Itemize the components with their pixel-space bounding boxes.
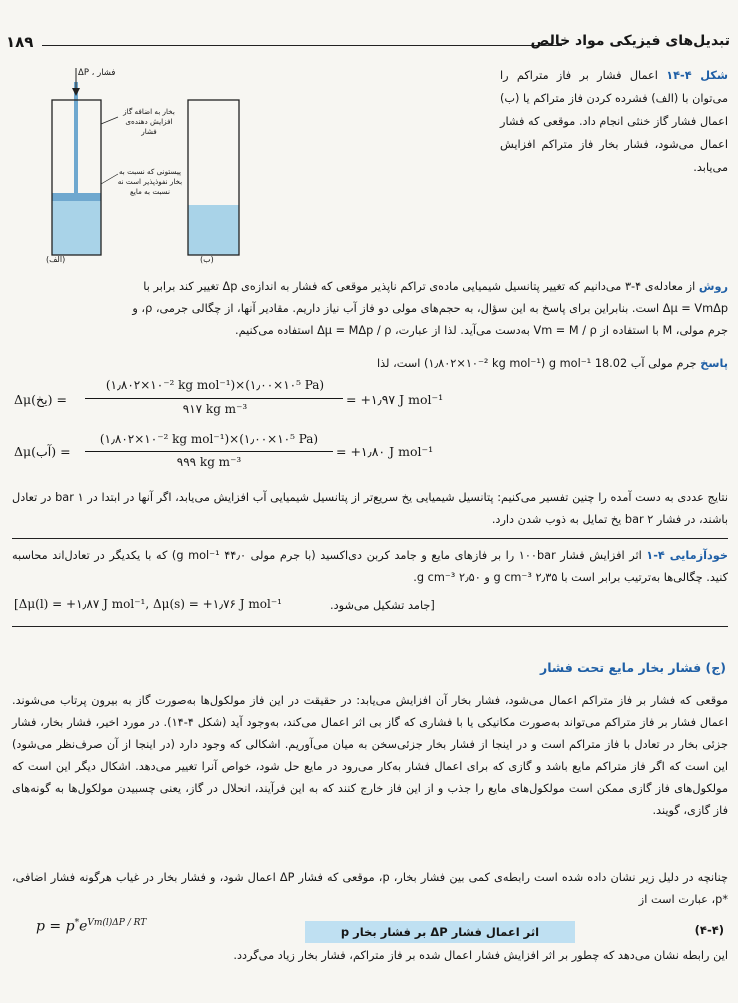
label-pressure: ΔP ، فشار [78, 68, 116, 78]
eq1-numerator: (۱٫۸۰۲×۱۰⁻² kg mol⁻¹)×(۱٫۰۰×۱۰⁵ Pa) [105, 378, 325, 392]
method-line1: از معادله‌ی ۴-۳ می‌دانیم که تغییر پتانسیل شیمیایی ماده‌ی تراکم ناپذیر موقعی که فشار به اندازه‌ی Δp تغییر کند برابر با [143, 280, 699, 293]
eq2-denominator: ۹۹۹ kg m⁻³ [176, 455, 242, 469]
eq2-numerator: (۱٫۸۰۲×۱۰⁻² kg mol⁻¹)×(۱٫۰۰×۱۰⁵ Pa) [99, 432, 319, 446]
method-label: روش [698, 280, 728, 293]
method-line2: Δμ = VmΔp است. بنابراین برای پاسخ به این سؤال، به حجم‌های مولی دو فاز آب نیاز داریم. مقادیر آنها، از چگالی جرمی، ρ، و [132, 302, 728, 315]
chapter-title: تبدیل‌های فیزیکی مواد خالص [530, 33, 730, 49]
eq1-denominator: ۹۱۷ kg m⁻³ [182, 402, 248, 416]
interpretation: نتایج عددی به دست آمده را چنین تفسیر می‌کنیم: پتانسیل شیمیایی یخ سریع‌تر از پتانسیل شیمیایی آب افزایش می‌یابد، اگر آنها در ابتدا در ۱ bar در تعادل باشند، در فشار ۲ bar یخ تمایل به ذوب شدن دارد. [12, 491, 728, 526]
exercise-label: خودآزمایی ۴-۱ [646, 549, 729, 562]
container-a-liquid [52, 201, 101, 255]
label-b: (ب) [200, 255, 214, 264]
figure-caption [500, 64, 728, 179]
header-rule [42, 45, 562, 46]
equation-number: (۴-۴) [694, 923, 724, 937]
section-heading: (ج) فشار بخار مایع تحت فشار [540, 660, 726, 675]
key-equation-label: اثر اعمال فشار ΔP بر فشار بخار p [305, 921, 575, 943]
eq2-fraction-line [85, 451, 333, 452]
method-line3: جرم مولی، M با استفاده از Vm = M / ρ به‌دست می‌آید. لذا از عبارت، Δμ = MΔp / ρ استفاده می‌کنیم. [234, 324, 728, 337]
label-vapor: بخار به اضافه گاز افزایش دهنده‌ی فشار [123, 107, 175, 136]
exercise [12, 545, 728, 589]
answer-line [300, 353, 728, 375]
eq1-rhs: = +۱٫۹۷ J mol⁻¹ [346, 392, 444, 407]
eq2-lhs: Δμ(آب) = [14, 444, 71, 459]
caption-label: شکل ۴-۱۴ [666, 69, 728, 82]
answer-label: پاسخ [700, 357, 728, 370]
figure-illustration [30, 62, 260, 262]
eq1-lhs: Δμ(یخ) = [14, 392, 67, 407]
exercise-answer-math: [Δμ(l) = +۱٫۸۷ J mol⁻¹, Δμ(s) = +۱٫۷۶ J mol⁻¹ [14, 597, 282, 611]
section-paragraph-2: چنانچه در دلیل زیر نشان داده شده است رابطه‌ی کمی بین فشار بخار، p، موقعی که فشار ΔP اعمال شود، و فشار بخار در غیاب هرگونه فشار اضافی، *p، عبارت است از [12, 871, 729, 906]
answer-text: جرم مولی آب 18.02 g mol⁻¹ (۱٫۸۰۲×۱۰⁻² kg mol⁻¹) است، لذا [376, 357, 701, 370]
rule-below-exercise [12, 626, 728, 627]
key-equation-formula: $p = p^*e^{Vm(l)\Delta P / RT}$ [36, 918, 147, 935]
method-paragraph [12, 276, 728, 342]
caption-text: اعمال فشار بر فاز متراکم را می‌توان با (الف) فشرده کردن فاز متراکم یا (ب) اعمال فشار گاز خنثی انجام داد. موقعی که فشار اعمال می‌شود، فشار بخار فاز متراکم افزایش می‌یابد. [500, 69, 728, 174]
exercise-text: اثر افزایش فشار ۱۰۰bar را بر فازهای مایع و جامد کربن دی‌اکسید (با جرم مولی ۴۴٫۰ g mol⁻¹) که با یکدیگر در تعادل‌اند محاسبه کنید. چگالی‌ها به‌ترتیب برابر است با ۲٫۳۵ g cm⁻³ و ۲٫۵۰ g cm⁻³. [12, 549, 728, 584]
footer-line: این رابطه نشان می‌دهد که چطور بر اثر افزایش فشار اعمال شده بر فاز متراکم، فشار بخار زیاد می‌گردد. [233, 949, 728, 962]
page-number: ۱۸۹ [6, 33, 34, 51]
section-paragraph: موقعی که فشار بر فاز متراکم اعمال می‌شود، فشار بخار آن افزایش می‌یابد: در حقیقت در این فاز مولکول‌ها به‌صورت گاز به بیرون پرتاب می‌شوند. اعمال فشار بر فاز متراکم می‌تواند به‌صورت مکانیکی یا با فشاری که گاز بی اثر اعمال می‌کند، به‌وجود آید (شکل ۴-۱۴). در مورد اخیر، فشار بخار، فشار جزئی بخار در تعادل با فاز متراکم است و در اینجا از فشار بخار جزئی‌سخن به میان می‌آوریم. اشکالی که وجود دارد (در اینجا از آن صرف‌نظر می‌شود) این است که اگر فاز متراکم مایع باشد و گازی که برای اعمال فشار به‌کار می‌رود در مایع حل شود، خواص آنرا تغییر می‌دهد. اشکال دیگر این است که مولکول‌های فاز گازی ممکن است مولکول‌های مایع را جذب و از این فاز خارج کنند که به این فرآیند، انحلال در گاز، یعنی چسبیدن مولکول‌ها به گونه‌های فاز گازی، گویند. [12, 694, 728, 817]
label-piston: پیستونی که نسبت به بخار نفوذپذیر است نه نسبت به مایع [117, 167, 183, 196]
eq1-fraction-line [85, 398, 343, 399]
rule-above-exercise [12, 538, 728, 539]
key-equation-exponent: Vm(l)ΔP / RT [87, 918, 147, 928]
container-b-liquid [188, 205, 239, 255]
container-a-piston [52, 193, 101, 201]
label-a: (الف) [46, 255, 66, 264]
exercise-answer-text: [جامد تشکیل می‌شود. [330, 599, 435, 612]
eq2-rhs: = +۱٫۸۰ J mol⁻¹ [336, 444, 434, 459]
